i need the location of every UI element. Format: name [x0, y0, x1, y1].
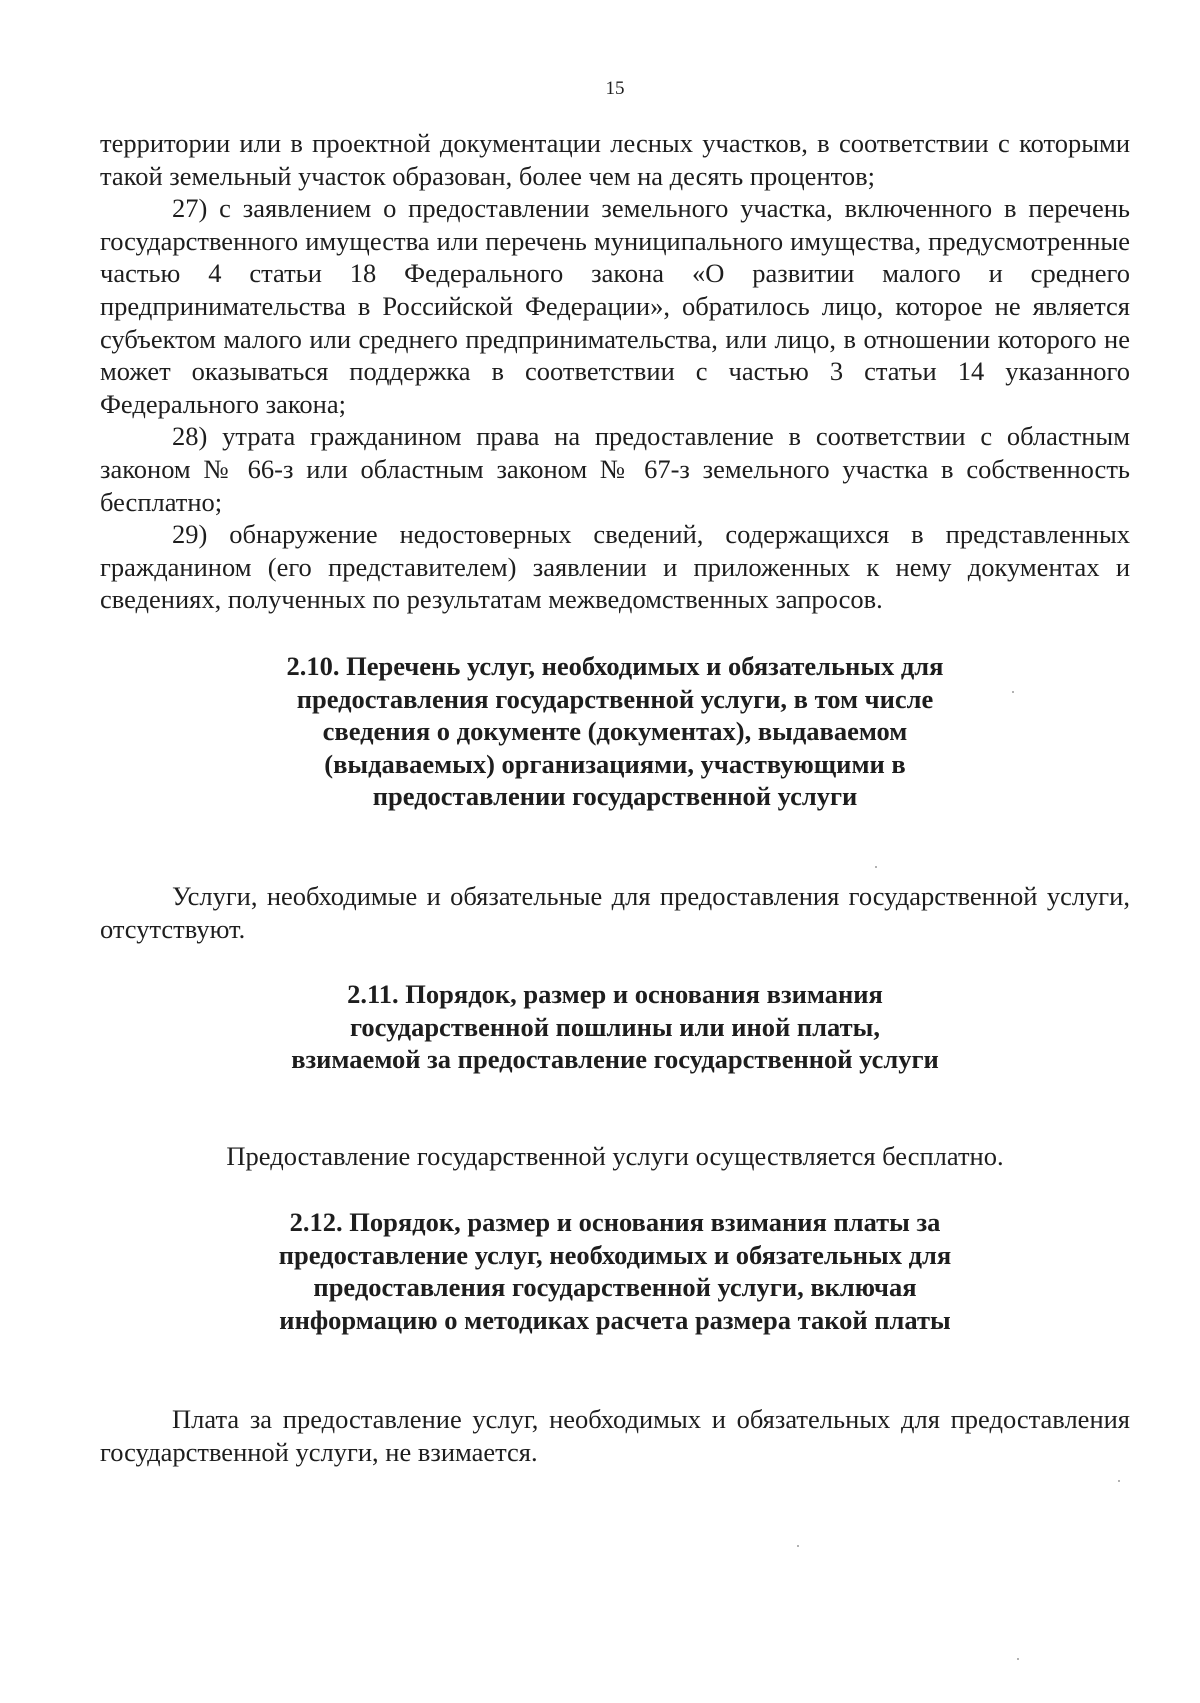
paragraph-item-27: 27) с заявлением о предоставлении земельного участка, включенного в перечень государственного имущества или перечень муниципального имущества, предусмотренные частью 4 статьи 18 Федерального закона «О развитии малого и среднего предпринимательства в Российской Федерации», обратилось лицо, которое не является субъектом малого или среднего предпринимательства, или лицо, в отношении которого не может оказываться поддержка в соответствии с частью 3 статьи 14 указанного Федерального закона;: [100, 193, 1130, 419]
scan-speck: [1012, 691, 1014, 693]
paragraph-item-28: 28) утрата гражданином права на предоставление в соответствии с областным законом № 66-з или областным законом № 67-з земельного участка в собственность бесплатно;: [100, 421, 1130, 517]
paragraph-2-12: Плата за предоставление услуг, необходимых и обязательных для предоставления государственной услуги, не взимается.: [100, 1404, 1130, 1467]
paragraph-2-11: Предоставление государственной услуги осуществляется бесплатно.: [226, 1141, 1004, 1171]
paragraph-continuation: территории или в проектной документации лесных участков, в соответствии с которыми такой земельный участок образован, более чем на десять процентов;: [100, 128, 1130, 191]
section-text-2-10: [100, 880, 1130, 945]
section-heading-2-11: 2.11. Порядок, размер и основания взимания государственной пошлины или иной платы, взимаемой за предоставление государственной услуги: [291, 979, 939, 1075]
section-text-2-12: [100, 1403, 1130, 1468]
paragraph-item-29: 29) обнаружение недостоверных сведений, содержащихся в представленных гражданином (его представителем) заявлении и приложенных к нему документах и сведениях, полученных по результатам межведомственных запросов.: [100, 519, 1130, 615]
section-heading-2-12: 2.12. Порядок, размер и основания взимания платы за предоставление услуг, необходимых и обязательных для предоставления государственной услуги, включая информацию о методиках расчета размера такой платы: [278, 1207, 952, 1335]
scan-speck: [1017, 1658, 1019, 1660]
section-heading-2-10: 2.10. Перечень услуг, необходимых и обязательных для предоставления государственной услуги, в том числе сведения о документе (документах), выдаваемом (выдаваемых) организациями, участвующими в предоставлении государственной услуги: [286, 651, 944, 812]
scan-speck: [797, 1545, 799, 1547]
paragraph-2-10: Услуги, необходимые и обязательные для предоставления государственной услуги, отсутствуют.: [100, 881, 1130, 944]
scan-speck: [875, 866, 877, 868]
list-block: [100, 127, 1130, 616]
scan-speck: [1118, 1480, 1120, 1482]
page-number: 15: [605, 78, 625, 99]
